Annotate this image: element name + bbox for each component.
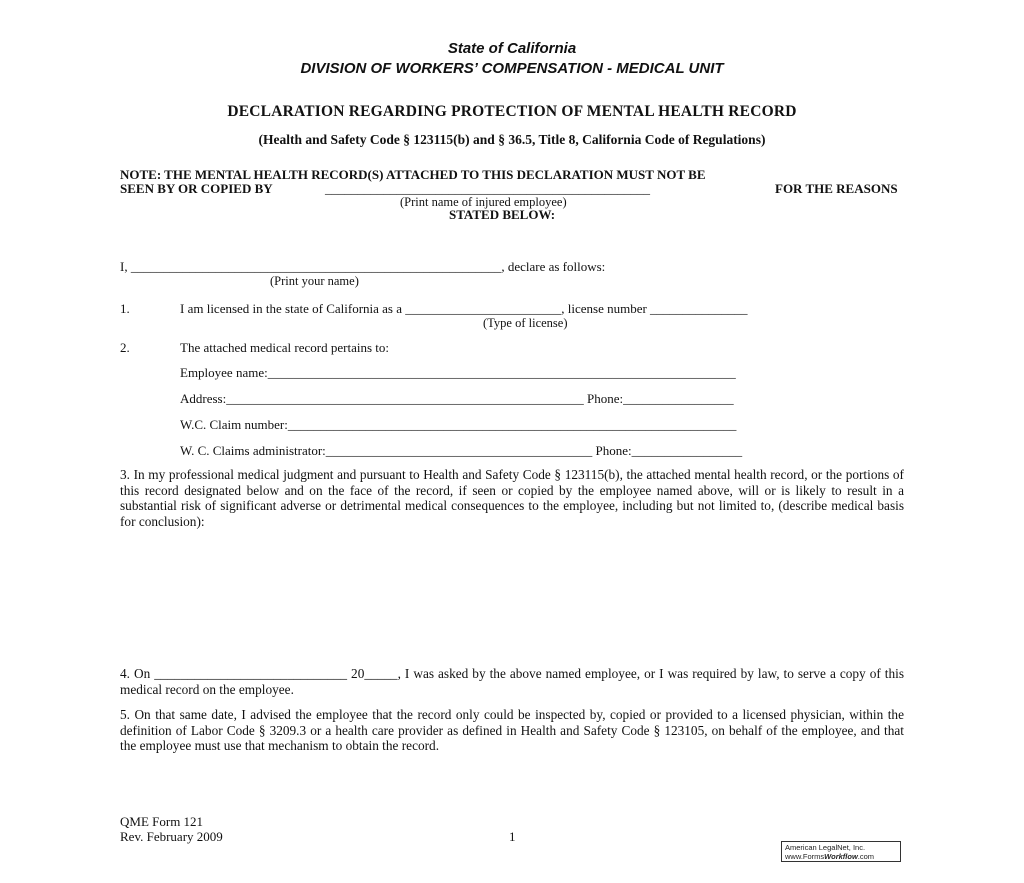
item-5-paragraph: 5. On that same date, I advised the employee that the record only could be inspected by, copied or provided to a licensed physician, within the definition of Labor Code § 3209.3 or a health care provider as defined in Health and Safety Code § 123105, on behalf of the employee, and that the employee must use that mechanism to obtain the record. — [120, 707, 904, 753]
address-phone-field[interactable]: Address:_______________________________________________________ Phone:_________________ — [180, 391, 734, 406]
form-subtitle: (Health and Safety Code § 123115(b) and § 36.5, Title 8, California Code of Regulations) — [258, 132, 766, 147]
stated-below: STATED BELOW: — [449, 207, 556, 222]
logo-company: American LegalNet, Inc. — [785, 843, 866, 852]
claim-number-field[interactable]: W.C. Claim number:_____________________________________________________________________ — [180, 417, 737, 432]
form-revision: Rev. February 2009 — [120, 829, 223, 844]
item-1-number: 1. — [120, 301, 130, 316]
note-line-2-left: SEEN BY OR COPIED BY — [120, 181, 273, 196]
page-number: 1 — [509, 829, 516, 844]
item-4-paragraph: 4. On _____________________________ 20_____, I was asked by the above named employee, or I was required by law, to serve a copy of this medical record on the employee. — [120, 666, 904, 697]
declarant-caption: (Print your name) — [270, 274, 359, 288]
forms-workflow-logo — [781, 841, 901, 862]
note-line-1: NOTE: THE MENTAL HEALTH RECORD(S) ATTACHED TO THIS DECLARATION MUST NOT BE — [120, 167, 706, 182]
form-number: QME Form 121 — [120, 814, 204, 829]
agency-division: DIVISION OF WORKERS’ COMPENSATION - MEDICAL UNIT — [300, 60, 724, 77]
item-2-text: The attached medical record pertains to: — [180, 340, 389, 355]
employee-name-caption: (Print name of injured employee) — [400, 195, 567, 209]
license-line[interactable]: I am licensed in the state of California as a ________________________, license number _______________ — [180, 301, 748, 316]
license-caption: (Type of license) — [483, 316, 568, 330]
employee-name-blank[interactable]: __________________________________________________ — [325, 181, 650, 196]
logo-url — [785, 852, 897, 861]
logo-url-com: .com — [857, 852, 875, 861]
employee-name-field[interactable]: Employee name:________________________________________________________________________ — [180, 365, 736, 380]
item-2-number: 2. — [120, 340, 130, 355]
note-line-2-right: FOR THE REASONS — [775, 181, 898, 196]
logo-url-workflow: Workflow — [824, 852, 858, 861]
logo-url-www: www.Forms — [785, 852, 825, 861]
form-title: DECLARATION REGARDING PROTECTION OF MENTAL HEALTH RECORD — [227, 103, 797, 120]
declarant-line[interactable]: I, _________________________________________________________, declare as follows: — [120, 259, 606, 274]
claims-administrator-field[interactable]: W. C. Claims administrator:_________________________________________ Phone:_________________ — [180, 443, 743, 458]
item-3-paragraph: 3. In my professional medical judgment and pursuant to Health and Safety Code § 123115(b), the attached mental health record, or the portions of this record designated below and on the face of the record, if seen or copied by the employee named above, will or is likely to result in a substantial risk of significant adverse or detrimental medical consequences to the employee, including but not limited to, (describe medical basis for conclusion): — [120, 467, 904, 529]
agency-state: State of California — [447, 40, 577, 57]
